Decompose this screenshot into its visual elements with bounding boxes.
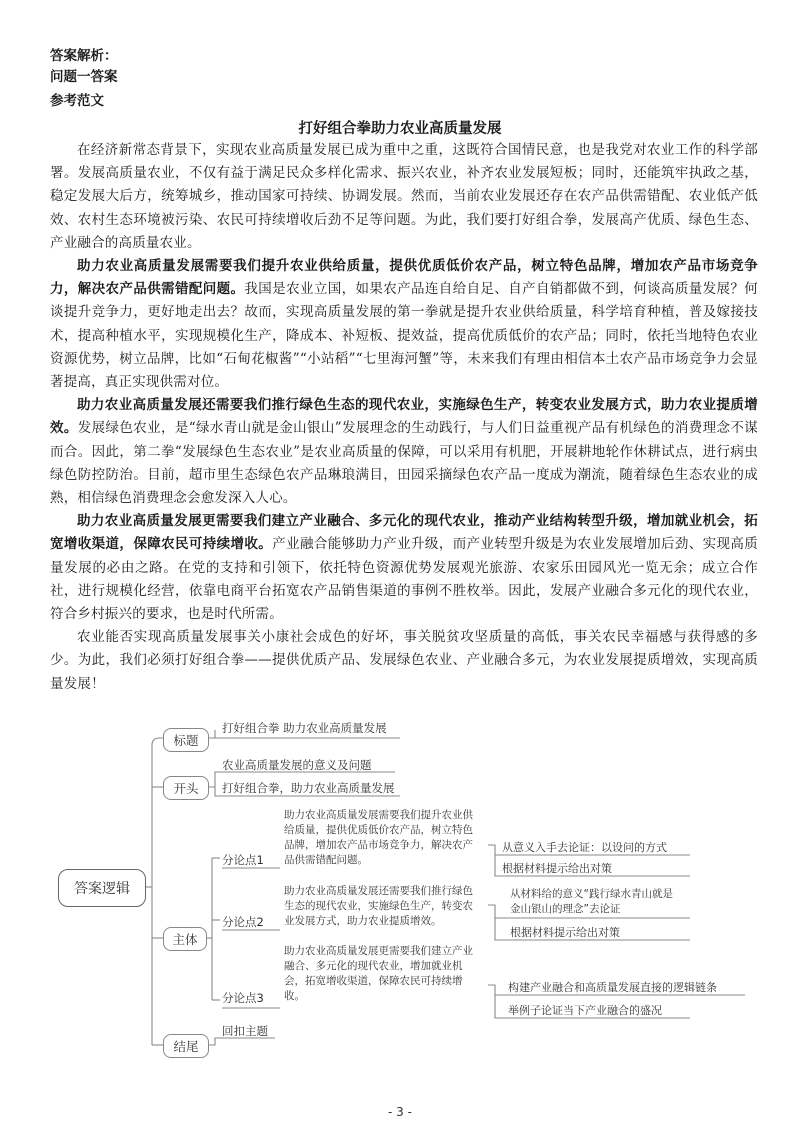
mindmap-title-node: 标题: [163, 728, 209, 752]
mindmap-point2-leaf-1: 从材料给的意义“践行绿水青山就是金山银山的理念”去论证: [510, 888, 673, 915]
point2-argument: 发展绿色农业，是“绿水青山就是金山银山”发展理念的生动践行，与人们日益重视产品有机绿色的消费理念不谋而合。因此，第二拳“发展绿色生态农业”是农业高质量的保障，可以采用有机肥，开展耕地轮作休耕试点，进行病虫绿色防控防治。目前，超市里生态绿色农产品琳琅满目，田园采摘绿色农产品一度成为潮流，随着绿色生态农业的成熟，相信绿色消费理念会愈发深入人心。: [50, 420, 758, 507]
mindmap-opening-leaf-1: 农业高质量发展的意义及问题: [222, 758, 372, 772]
point1-thesis: 助力农业高质量发展需要我们提升农业供给质量，提供优质低价农产品，树立特色品牌，增加农产品市场竞争力，解决农产品供需错配问题。: [50, 258, 758, 298]
mindmap-point3-label: 分论点3: [222, 991, 264, 1005]
essay-paragraph-intro: 在经济新常态背景下，实现农业高质量发展已成为重中之重，这既符合国情民意，也是我党对农业工作的科学部署。发展高质量农业，不仅有益于满足民众多样化需求、振兴农业，补齐农业发展短板；同时，还能筑牢执政之基，稳定发展大后方，统筹城乡，推动国家可持续、协调发展。然而，当前农业发展还存在农产品供需错配、农业低产低效、农村生态环境被污染、农民可持续增收后劲不足等问题。为此，我们要打好组合拳，发展高产优质、绿色生态、产业融合的高质量农业。: [50, 142, 758, 251]
essay-paragraph-conclusion: 农业能否实现高质量发展事关小康社会成色的好坏，事关脱贫攻坚质量的高低，事关农民幸福感与获得感的多少。为此，我们必须打好组合拳——提供优质产品、发展绿色农业、产业融合多元，为农业发展提质增效，实现高质量发展！: [50, 629, 758, 692]
answer-analysis-heading: 答案解析：: [50, 48, 118, 64]
mindmap-point2-text: 助力农业高质量发展还需要我们推行绿色生态的现代农业，实施绿色生产，转变农业发展方式，助力农业提质增效。: [284, 885, 473, 927]
page-number: - 3 -: [388, 1105, 412, 1119]
mindmap-ending-node: 结尾: [163, 1034, 209, 1058]
mindmap-point3-text: 助力农业高质量发展更需要我们建立产业融合、多元化的现代农业，增加就业机会，拓宽增收渠道，保障农民可持续增收。: [284, 945, 473, 1002]
point3-thesis: 助力农业高质量发展更需要我们建立产业融合、多元化的现代农业，推动产业结构转型升级，增加就业机会，拓宽增收渠道，保障农民可持续增收。: [50, 513, 758, 553]
mindmap-body-node: 主体: [163, 927, 207, 951]
mindmap-ending-leaf: 回扣主题: [222, 1024, 268, 1038]
mindmap-point3-leaf-1: 构建产业融合和高质量发展直接的逻辑链条: [508, 981, 717, 994]
point1-argument: 我国是农业立国，如果农产品连自给自足、自产自销都做不到，何谈高质量发展？何谈提升竞争力，更好地走出去？故而，实现高质量发展的第一拳就是提升农业供给质量，科学培育种植，普及嫁接技术，提高种植水平，实现规模化生产，降成本、补短板、提效益，提高优质低价的农产品；同时，依托当地特色农业资源优势，树立品牌，比如“石甸花椒酱”“小站稻”“七里海河蟹”等，未来我们有理由相信本土农产品市场竞争力会显著提高，真正实现供需对位。: [50, 281, 758, 391]
mindmap-root-node: 答案逻辑: [58, 869, 146, 907]
mindmap-opening-leaf-2: 打好组合拳，助力农业高质量发展: [222, 781, 395, 795]
point2-thesis: 助力农业高质量发展还需要我们推行绿色生态的现代农业，实施绿色生产，转变农业发展方式，助力农业提质增效。: [50, 397, 758, 437]
mindmap-point1-leaf-1: 从意义入手去论证：以设问的方式: [502, 841, 667, 854]
mindmap-title-leaf: 打好组合拳 助力农业高质量发展: [222, 721, 387, 735]
mindmap-point1-leaf-2: 根据材料提示给出对策: [502, 862, 612, 875]
mindmap-point2-label: 分论点2: [222, 915, 264, 929]
essay-title: 打好组合拳助力农业高质量发展: [298, 120, 502, 137]
reference-essay-heading: 参考范文: [50, 93, 104, 109]
question-one-answer-heading: 问题一答案: [50, 69, 118, 85]
mindmap-point3-leaf-2: 举例子论证当下产业融合的盛况: [508, 1004, 662, 1017]
mindmap-point2-leaf-2: 根据材料提示给出对策: [510, 926, 620, 939]
mindmap-opening-node: 开头: [163, 776, 209, 800]
point3-argument: 产业融合能够助力产业升级，而产业转型升级是为农业发展增加后劲、实现高质量发展的必由之路。在党的支持和引领下，依托特色资源优势发展观光旅游、农家乐田园风光一览无余；成立合作社，进行规模化经营，依靠电商平台拓宽农产品销售渠道的事例不胜枚举。因此，发展产业融合多元化的现代农业，符合乡村振兴的要求，也是时代所需。: [50, 536, 759, 623]
mindmap-point1-label: 分论点1: [222, 853, 264, 867]
mindmap-point1-text: 助力农业高质量发展需要我们提升农业供给质量，提供优质低价农产品，树立特色品牌，增加农产品市场竞争力，解决农产品供需错配问题。: [284, 809, 473, 866]
